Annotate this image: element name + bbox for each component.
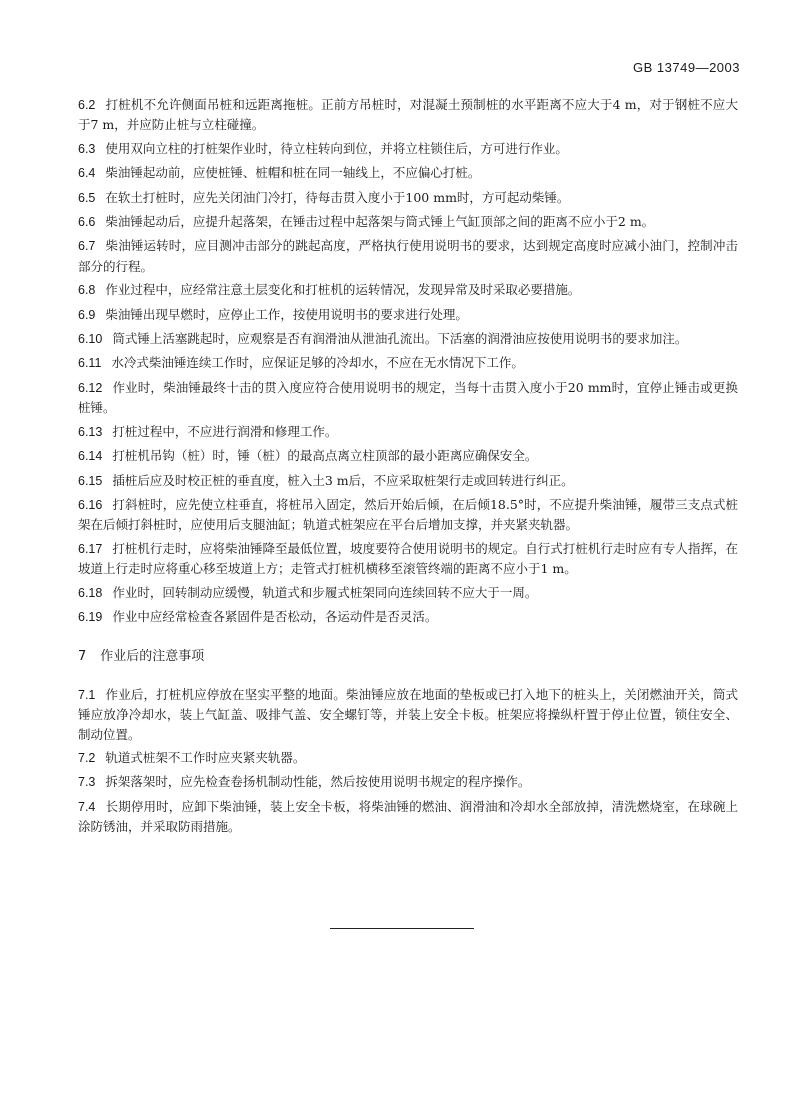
clause-number: 6.14 [78,449,103,464]
clause-number: 7.1 [78,687,96,702]
clause-text: 拆架落架时，应先检查卷扬机制动性能，然后按使用说明书规定的程序操作。 [105,774,531,790]
clause-6-14 [78,446,738,466]
clause-text: 打桩机行走时，应将柴油锤降至最低位置，坡度要符合使用说明书的规定。自行式打桩机行走时应有专人指挥，在坡道上行走时应将重心移至坡道上方；走管式打桩机横移至滚管终端的距离不应小于1 m。 [78,540,738,577]
clause-number: 7.4 [78,799,96,814]
clause-text: 使用双向立柱的打桩架作业时，待立柱转向到位，并将立柱锁住后，方可进行作业。 [105,140,568,156]
clause-6-18 [78,583,738,603]
clause-number: 6.17 [78,541,103,556]
section-7-clauses [78,685,738,837]
clause-6-10 [78,329,738,349]
clause-6-13 [78,422,738,442]
clause-number: 6.19 [78,609,103,624]
clause-6-9 [78,305,738,325]
clause-6-17 [78,539,738,579]
clause-number: 6.12 [78,380,103,395]
clause-6-15 [78,471,738,491]
clause-6-3 [78,139,738,159]
section-7-heading [78,647,738,666]
clause-text: 柴油锤起动前，应使桩锤、桩帽和桩在同一轴线上，不应偏心打桩。 [105,165,481,181]
clause-text: 作业中应经常检查各紧固件是否松动，各运动件是否灵活。 [112,608,438,624]
clause-number: 6.15 [78,473,103,488]
clause-7-3 [78,772,738,792]
clause-text: 打桩机不允许侧面吊桩和远距离拖桩。正前方吊桩时，对混凝土预制桩的水平距离不应大于4 m，对于钢桩不应大于7 m，并应防止桩与立柱碰撞。 [78,97,738,133]
clause-text: 柴油锤起动后，应提升起落架，在锤击过程中起落架与筒式锤上气缸顶部之间的距离不应小于2 m。 [105,214,655,230]
clause-text: 作业时，回转制动应缓慢，轨道式和步履式桩架同向连续回转不应大于一周。 [112,584,538,600]
clause-number: 6.16 [78,497,103,512]
clause-text: 打桩机吊钩（桩）时，锤（桩）的最高点离立柱顶部的最小距离应确保安全。 [112,448,538,464]
clause-number: 6.11 [78,356,102,371]
clause-number: 6.8 [78,283,96,298]
clause-number: 6.5 [78,190,96,205]
clause-6-19 [78,607,738,627]
clause-6-4 [78,163,738,183]
clause-number: 6.4 [78,166,96,181]
clause-text: 长期停用时，应卸下柴油锤，装上安全卡板，将柴油锤的燃油、润滑油和冷却水全部放掉，清洗燃烧室，在球碗上涂防锈油，并采取防雨措施。 [78,798,738,835]
clause-text: 柴油锤运转时，应目测冲击部分的跳起高度，严格执行使用说明书的要求，达到规定高度时应减小油门，控制冲击部分的行程。 [78,238,738,274]
clause-6-11 [78,353,738,373]
section-6-clauses [78,95,738,627]
clause-7-2 [78,748,738,768]
clause-text: 作业时，柴油锤最终十击的贯入度应符合使用说明书的规定，当每十击贯入度小于20 mm时，宜停止锤击或更换桩锤。 [78,379,738,416]
clause-text: 筒式锤上活塞跳起时，应观察是否有润滑油从泄油孔流出。下活塞的润滑油应按使用说明书的要求加注。 [112,331,688,347]
clause-6-7 [78,236,738,276]
clause-6-5 [78,188,738,208]
clause-7-4 [78,797,738,837]
end-of-document-rule [330,928,474,929]
clause-number: 6.18 [78,585,103,600]
clause-number: 6.2 [78,98,96,112]
document-body [78,95,738,841]
clause-6-2 [78,95,738,135]
clause-text: 打斜桩时，应先使立柱垂直，将桩吊入固定，然后开始后倾，在后倾18.5°时，不应提升柴油锤，履带三支点式桩架在后倾打斜桩时，应使用后支腿油缸；轨道式桩架应在平台后增加支撑，并夹紧夹轨器。 [78,496,738,533]
clause-6-12 [78,378,738,418]
clause-number: 7.2 [78,750,96,765]
clause-number: 7.3 [78,775,96,790]
section-7-title: 作业后的注意事项 [100,649,205,665]
section-7-number: 7 [78,649,87,665]
clause-text: 作业后，打桩机应停放在坚实平整的地面。柴油锤应放在地面的垫板或已打入地下的桩头上，关闭燃油开关，筒式锤应放净冷却水，装上气缸盖、吸排气盖、安全螺钉等，并装上安全卡板。桩架应将操纵杆置于停止位置，锁住安全、制动位置。 [78,686,738,742]
clause-text: 轨道式桩架不工作时应夹紧夹轨器。 [105,749,306,765]
clause-number: 6.6 [78,215,96,230]
clause-text: 插桩后应及时校正桩的垂直度，桩入土3 m后，不应采取桩架行走或回转进行纠正。 [112,472,574,488]
clause-number: 6.3 [78,141,96,156]
clause-text: 水冷式柴油锤连续工作时，应保证足够的冷却水，不应在无水情况下工作。 [111,355,524,371]
clause-7-1 [78,685,738,744]
clause-number: 6.7 [78,239,96,254]
standard-code: GB 13749—2003 [633,60,740,75]
clause-number: 6.9 [78,307,96,322]
clause-6-8 [78,280,738,300]
clause-text: 柴油锤出现早燃时，应停止工作，按使用说明书的要求进行处理。 [105,306,468,322]
clause-6-16 [78,495,738,535]
clause-text: 打桩过程中，不应进行润滑和修理工作。 [112,423,338,439]
clause-6-6 [78,212,738,232]
clause-text: 作业过程中，应经常注意土层变化和打桩机的运转情况，发现异常及时采取必要措施。 [105,282,581,298]
clause-text: 在软土打桩时，应先关闭油门冷打，待每击贯入度小于100 mm时，方可起动柴锤。 [105,189,570,205]
clause-number: 6.13 [78,424,103,439]
clause-number: 6.10 [78,332,103,347]
